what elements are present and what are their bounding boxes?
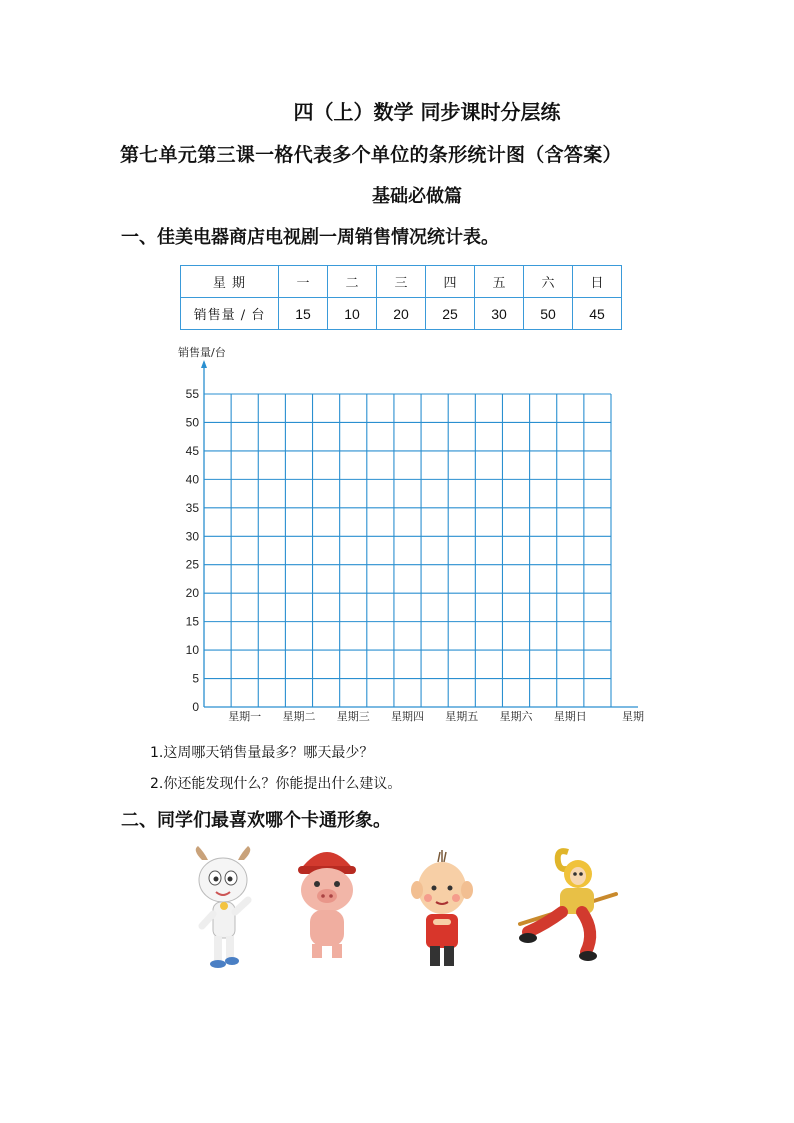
y-axis-title: 销售量/台: [178, 346, 226, 359]
lesson-subtitle: 第七单元第三课一格代表多个单位的条形统计图（含答案）: [120, 144, 622, 166]
table-cell: 10: [328, 298, 377, 330]
y-tick-label: 10: [185, 643, 199, 658]
table-cell: 15: [279, 298, 328, 330]
y-tick-label: 55: [185, 387, 199, 401]
table-cell: 45: [573, 298, 622, 330]
y-tick-label: 25: [185, 557, 199, 572]
y-tick-label: 35: [185, 500, 199, 515]
sub-question-1: 1.这周哪天销售量最多？哪天最少？: [150, 745, 374, 761]
goat-cartoon-icon: [188, 846, 258, 976]
x-tick-label: 星期日: [553, 710, 587, 723]
table-cell: 四: [426, 266, 475, 298]
y-tick-label: 20: [185, 586, 199, 601]
x-tick-label: 星期六: [499, 710, 533, 723]
y-tick-label: 40: [185, 472, 199, 487]
question-1-heading: 一、佳美电器商店电视剧一周销售情况统计表。: [121, 227, 499, 248]
x-axis-title: 星期: [622, 710, 644, 723]
row-label-weekday: 星 期: [181, 266, 279, 298]
table-cell: 六: [524, 266, 573, 298]
row-label-sales: 销售量 / 台: [181, 298, 279, 330]
page-title: 四（上）数学 同步课时分层练: [293, 100, 561, 124]
x-tick-label: 星期一: [228, 710, 262, 723]
x-tick-label: 星期四: [391, 710, 424, 723]
table-cell: 三: [377, 266, 426, 298]
table-cell: 日: [573, 266, 622, 298]
y-tick-label: 30: [185, 529, 199, 544]
sub-question-2: 2.你还能发现什么？你能提出什么建议。: [150, 776, 402, 792]
x-tick-label: 星期五: [445, 710, 479, 723]
y-tick-label: 50: [185, 415, 199, 430]
y-tick-label: 0: [192, 700, 199, 714]
y-tick-label: 15: [185, 614, 199, 629]
table-cell: 二: [328, 266, 377, 298]
y-tick-label: 5: [192, 671, 199, 686]
question-2-heading: 二、同学们最喜欢哪个卡通形象。: [121, 810, 391, 831]
y-axis-arrow: [201, 360, 207, 368]
table-cell: 30: [475, 298, 524, 330]
monkey-king-cartoon-icon: [516, 848, 620, 966]
pig-cartoon-icon: [294, 840, 360, 964]
x-tick-label: 星期二: [282, 710, 316, 723]
boy-cartoon-icon: [406, 848, 476, 972]
x-tick-label: 星期三: [336, 710, 370, 723]
y-tick-label: 45: [185, 443, 199, 458]
table-cell: 25: [426, 298, 475, 330]
table-cell: 20: [377, 298, 426, 330]
section-title: 基础必做篇: [372, 186, 462, 207]
table-cell: 五: [475, 266, 524, 298]
table-cell: 一: [279, 266, 328, 298]
table-cell: 50: [524, 298, 573, 330]
